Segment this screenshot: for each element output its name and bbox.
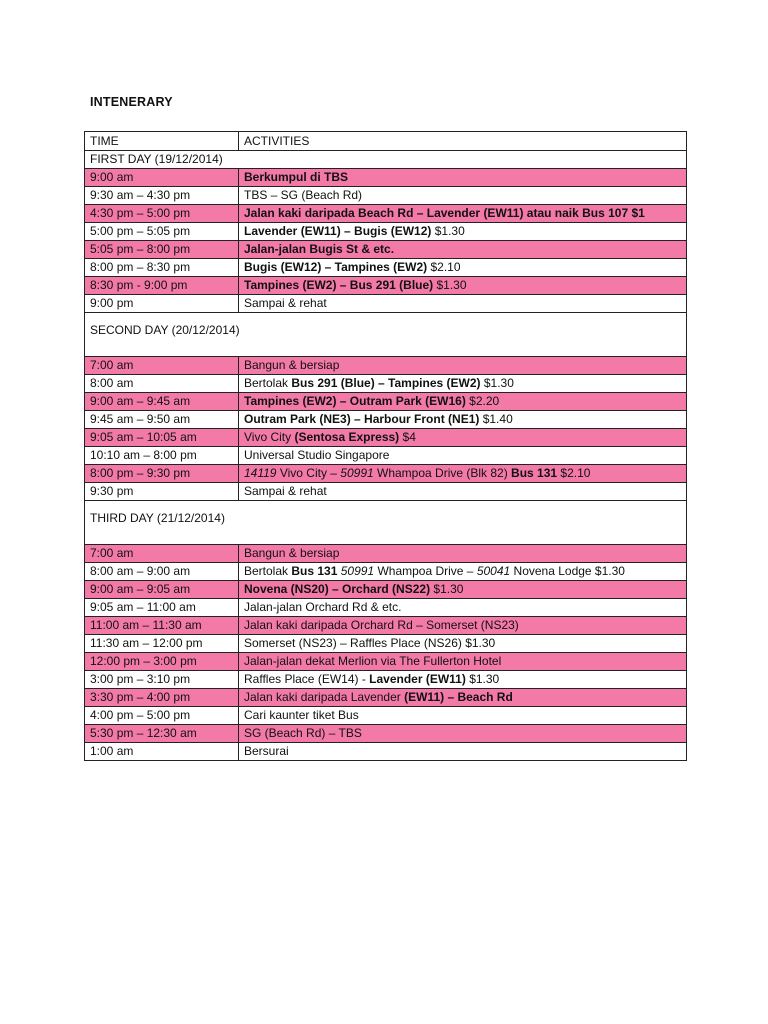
time-cell: 9:30 am – 4:30 pm [85,187,239,205]
activity-text: SG (Beach Rd) – TBS [244,726,362,740]
activity-text: Jalan-jalan Orchard Rd & etc. [244,600,402,614]
schedule-row [85,707,687,725]
time-cell: 4:00 pm – 5:00 pm [85,707,239,725]
schedule-row [85,617,687,635]
time-cell: 8:00 pm – 8:30 pm [85,259,239,277]
schedule-row [85,429,687,447]
schedule-row [85,259,687,277]
activity-text: $1.30 [465,672,500,686]
schedule-row [85,295,687,313]
activity-text: Novena (NS20) – Orchard (NS22) [244,582,431,596]
activity-text: $1.40 [479,412,513,426]
time-cell: 8:00 pm – 9:30 pm [85,465,239,483]
time-cell: 7:00 am [85,545,239,563]
time-cell: 1:00 am [85,743,239,761]
activity-text: Novena Lodge $1.30 [510,564,625,578]
schedule-row [85,725,687,743]
activity-cell [239,599,687,617]
activity-text: Bangun & bersiap [244,358,340,372]
activity-text: Vivo City [244,430,295,444]
time-cell: 8:30 pm - 9:00 pm [85,277,239,295]
schedule-row [85,545,687,563]
activity-text: 14119 [244,466,277,480]
schedule-row [85,411,687,429]
time-cell: 9:00 am – 9:45 am [85,393,239,411]
time-cell: 9:05 am – 10:05 am [85,429,239,447]
header-time: TIME [85,132,239,151]
activity-text: (EW11) – Beach Rd [404,690,513,704]
time-cell: 9:00 am [85,169,239,187]
schedule-row [85,689,687,707]
schedule-row [85,743,687,761]
activity-text: Lavender (EW11) [369,672,466,686]
schedule-row [85,465,687,483]
itinerary-table [84,131,687,761]
activity-cell [239,259,687,277]
activity-cell [239,563,687,581]
activity-text: Lavender (EW11) – Bugis (EW12) [244,224,432,238]
activity-cell [239,635,687,653]
activity-text: Bus 131 [511,466,558,480]
activity-cell [239,357,687,375]
activity-text: Bangun & bersiap [244,546,340,560]
activity-text: $1.30 [430,582,464,596]
time-cell: 8:00 am [85,375,239,393]
schedule-row [85,223,687,241]
activity-cell [239,375,687,393]
activity-text: 50991 [340,564,375,578]
time-cell: 3:00 pm – 3:10 pm [85,671,239,689]
schedule-row [85,241,687,259]
activity-text: Cari kaunter tiket Bus [244,708,359,722]
activity-text: 50991 [340,466,374,480]
activity-cell [239,205,687,223]
activity-text: $2.10 [427,260,461,274]
schedule-row [85,375,687,393]
day-heading-row [85,313,687,357]
schedule-row [85,653,687,671]
schedule-row [85,277,687,295]
day-heading: SECOND DAY (20/12/2014) [85,313,687,357]
activity-cell [239,725,687,743]
time-cell: 5:00 pm – 5:05 pm [85,223,239,241]
activity-text: (Sentosa Express) [294,430,400,444]
activity-text: Whampoa Drive – [374,564,477,578]
header-row [85,132,687,151]
schedule-row [85,393,687,411]
activity-text: Sampai & rehat [244,484,327,498]
activity-text: Outram Park (NE3) – Harbour Front (NE1) [244,412,480,426]
activity-text: TBS – SG (Beach Rd) [244,188,363,202]
time-cell: 9:00 pm [85,295,239,313]
activity-text: $1.30 [433,278,467,292]
activity-cell [239,545,687,563]
time-cell: 5:05 pm – 8:00 pm [85,241,239,259]
day-heading-row [85,501,687,545]
activity-cell [239,743,687,761]
time-cell: 9:45 am – 9:50 am [85,411,239,429]
activity-text: Tampines (EW2) – Outram Park (EW16) [244,394,466,408]
schedule-row [85,187,687,205]
activity-text: Bertolak [244,376,292,390]
schedule-row [85,357,687,375]
activity-cell [239,653,687,671]
time-cell: 12:00 pm – 3:00 pm [85,653,239,671]
activity-text: $1.30 [480,376,514,390]
activity-cell [239,671,687,689]
activity-cell [239,187,687,205]
time-cell: 11:00 am – 11:30 am [85,617,239,635]
day-heading-row [85,151,687,169]
activity-cell [239,689,687,707]
time-cell: 3:30 pm – 4:00 pm [85,689,239,707]
schedule-row [85,671,687,689]
schedule-row [85,635,687,653]
time-cell: 8:00 am – 9:00 am [85,563,239,581]
activity-text: Jalan-jalan Bugis St & etc. [244,242,395,256]
header-activities: ACTIVITIES [239,132,687,151]
activity-text: $2.10 [557,466,591,480]
activity-cell [239,581,687,599]
schedule-row [85,169,687,187]
activity-text: Jalan kaki daripada Orchard Rd – Somerset (NS23) [244,618,519,632]
activity-cell [239,411,687,429]
activity-text: Vivo City – [276,466,341,480]
time-cell: 7:00 am [85,357,239,375]
schedule-row [85,563,687,581]
time-cell: 4:30 pm – 5:00 pm [85,205,239,223]
activity-cell [239,465,687,483]
activity-text: 50041 [476,564,511,578]
schedule-row [85,599,687,617]
day-heading: THIRD DAY (21/12/2014) [85,501,687,545]
activity-text: Jalan kaki daripada Beach Rd – Lavender (EW11) atau naik Bus 107 $1 [244,206,645,220]
activity-cell [239,483,687,501]
activity-text: $2.20 [465,394,500,408]
time-cell: 11:30 am – 12:00 pm [85,635,239,653]
document-title: INTENERARY [90,95,173,109]
activity-text: Bus 291 (Blue) – Tampines (EW2) [291,376,481,390]
day-heading: FIRST DAY (19/12/2014) [85,151,687,169]
activity-text: Whampoa Drive (Blk 82) [373,466,512,480]
activity-text: Bertolak [244,564,292,578]
activity-text: $4 [399,430,416,444]
activity-cell [239,429,687,447]
time-cell: 9:00 am – 9:05 am [85,581,239,599]
schedule-row [85,483,687,501]
time-cell: 9:05 am – 11:00 am [85,599,239,617]
activity-cell [239,393,687,411]
activity-text: Sampai & rehat [244,296,327,310]
time-cell: 5:30 pm – 12:30 am [85,725,239,743]
activity-text: Universal Studio Singapore [244,448,390,462]
activity-text: Bus 131 [291,564,338,578]
time-cell: 9:30 pm [85,483,239,501]
activity-cell [239,223,687,241]
schedule-row [85,447,687,465]
activity-text: Bersurai [244,744,289,758]
activity-text: Bugis (EW12) – Tampines (EW2) [244,260,428,274]
activity-cell [239,447,687,465]
itinerary-body [85,132,687,761]
activity-text: Berkumpul di TBS [244,170,349,184]
activity-cell [239,241,687,259]
activity-text: Jalan kaki daripada Lavender [244,690,405,704]
activity-text: Jalan-jalan dekat Merlion via The Fullerton Hotel [244,654,502,668]
activity-cell [239,295,687,313]
schedule-row [85,205,687,223]
activity-text: Somerset (NS23) – Raffles Place (NS26) $1.30 [244,636,496,650]
activity-cell [239,277,687,295]
activity-cell [239,617,687,635]
activity-cell [239,169,687,187]
schedule-row [85,581,687,599]
activity-text: Raffles Place (EW14) - [244,672,370,686]
activity-text: $1.30 [431,224,465,238]
time-cell: 10:10 am – 8:00 pm [85,447,239,465]
activity-text: Tampines (EW2) – Bus 291 (Blue) [244,278,434,292]
activity-cell [239,707,687,725]
